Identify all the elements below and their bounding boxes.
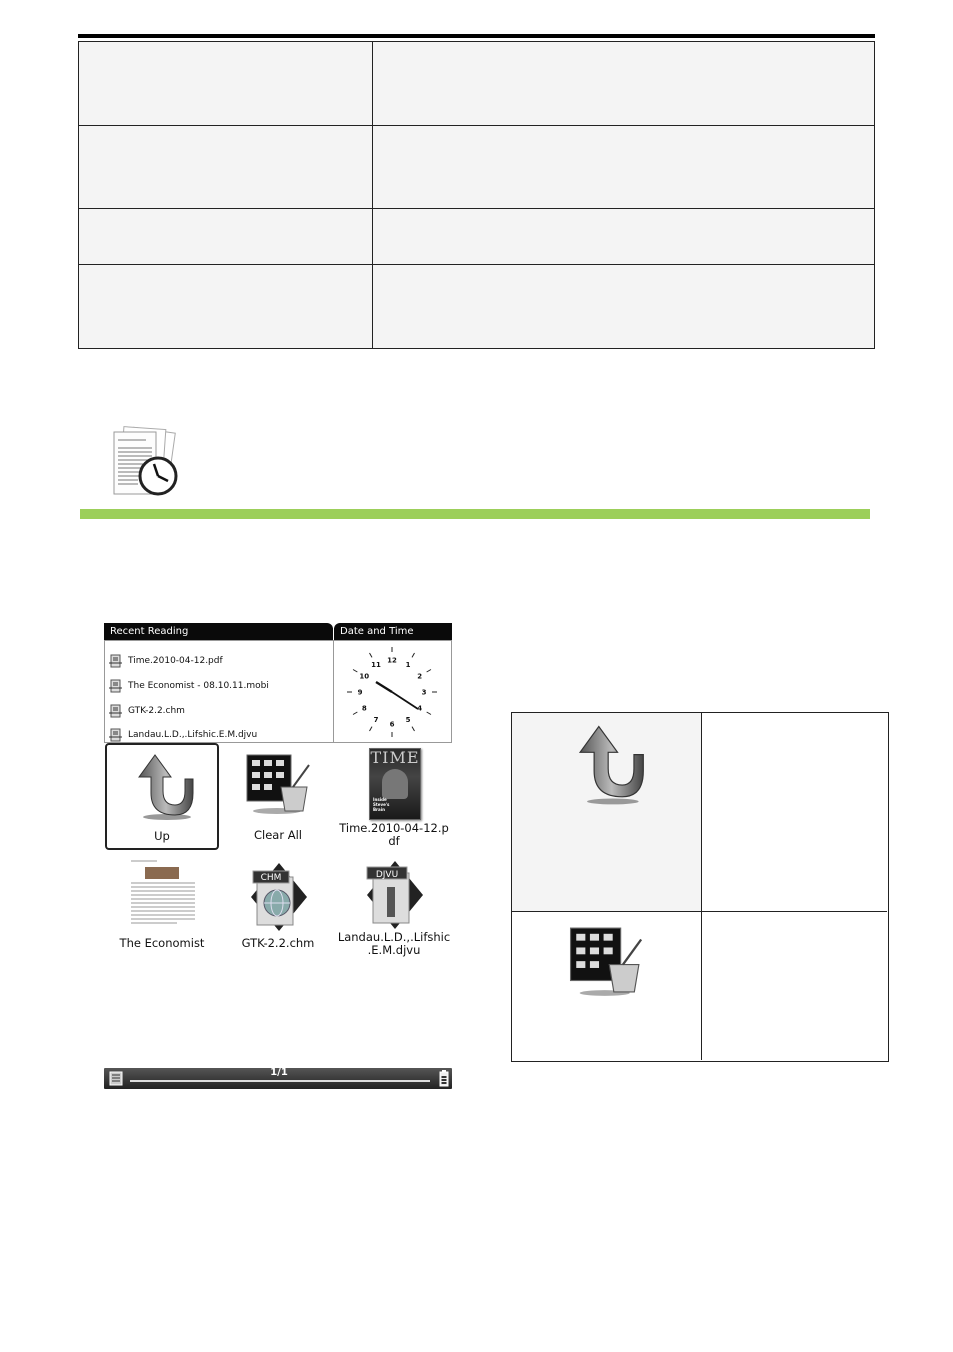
tile-landau-djvu[interactable]	[337, 855, 451, 955]
tile-gtk-chm[interactable]	[221, 855, 335, 955]
clock-tick	[353, 712, 357, 715]
clock-number: 3	[421, 688, 427, 697]
djvu-badge: DJVU	[375, 870, 399, 880]
clock-tick	[353, 670, 357, 673]
tile-economist[interactable]	[105, 855, 219, 955]
recent-item-label: Time.2010-04-12.pdf	[128, 656, 223, 666]
time-magazine-cover	[369, 748, 421, 820]
table-cell	[373, 265, 875, 349]
clock-number: 7	[373, 716, 379, 725]
economist-document-thumbnail	[127, 857, 199, 929]
recent-item[interactable]	[109, 676, 269, 696]
table-cell	[702, 912, 887, 1060]
tile-up[interactable]	[105, 743, 219, 850]
clock-number: 1	[405, 660, 411, 669]
book-file-icon	[109, 654, 123, 668]
clock-number: 10	[359, 672, 370, 681]
upper-table	[78, 41, 875, 349]
recent-reading-header: Recent Reading	[104, 623, 333, 640]
top-rule	[78, 34, 875, 38]
table-cell	[373, 42, 875, 126]
up-arrow-icon	[127, 751, 197, 823]
clock-tick	[370, 653, 373, 657]
table-cell	[79, 126, 373, 209]
clock-number: 8	[361, 704, 367, 713]
table-cell	[79, 209, 373, 265]
tile-label: The Economist	[119, 936, 205, 950]
clock-number: 9	[357, 688, 363, 697]
table-cell	[512, 912, 702, 1060]
recent-item-label: GTK-2.2.chm	[128, 706, 185, 716]
clock-minute-hand	[392, 692, 418, 709]
tile-label: Landau.L.D.,.Lifshic .E.M.djvu	[337, 930, 451, 957]
clear-all-icon	[566, 920, 648, 1000]
tile-label: Time.2010-04-12.p df	[339, 821, 449, 848]
up-arrow-icon	[566, 719, 648, 809]
tile-label: GTK-2.2.chm	[241, 936, 315, 950]
table-cell	[373, 126, 875, 209]
recent-item[interactable]	[109, 701, 185, 721]
clear-all-icon	[243, 751, 315, 815]
recent-item-label: Landau.L.D.,.Lifshic.E.M.djvu	[128, 730, 258, 740]
clock-number: 5	[405, 716, 411, 725]
clock-number: 6	[389, 720, 395, 729]
recent-reading-panel	[104, 640, 334, 743]
date-time-panel	[333, 640, 452, 743]
clock-number: 2	[417, 672, 423, 681]
history-documents-icon	[108, 426, 180, 500]
device-screen	[104, 623, 452, 1089]
clock-tick	[412, 727, 415, 731]
tile-time-pdf[interactable]	[337, 743, 451, 850]
clock-number: 12	[387, 656, 397, 665]
date-time-header: Date and Time	[334, 623, 452, 640]
recent-item[interactable]	[109, 651, 223, 671]
clock-number: 4	[417, 704, 423, 713]
table-cell	[79, 42, 373, 126]
menu-icon[interactable]	[109, 1071, 123, 1086]
clock-tick	[370, 727, 373, 731]
clock-tick	[427, 670, 431, 673]
book-file-icon	[109, 728, 123, 742]
clock-tick	[427, 712, 431, 715]
cover-headline: Inside Steve's Brain	[373, 797, 390, 812]
recent-item-label: The Economist - 08.10.11.mobi	[128, 681, 269, 691]
clock-tick	[412, 653, 415, 657]
tile-clear-all[interactable]	[221, 743, 335, 850]
cover-masthead: TIME	[370, 748, 420, 767]
icon-description-table	[511, 712, 889, 1062]
clock-number: 11	[371, 660, 381, 669]
section-divider	[80, 509, 870, 519]
status-bar	[104, 1068, 452, 1089]
recent-item[interactable]	[109, 725, 257, 745]
table-cell	[702, 713, 887, 912]
chm-badge: CHM	[260, 873, 282, 883]
tile-label: Up	[154, 829, 170, 843]
table-cell	[373, 209, 875, 265]
table-cell	[79, 265, 373, 349]
book-file-icon	[109, 679, 123, 693]
clock-hour-hand	[376, 682, 392, 692]
analog-clock	[334, 641, 451, 742]
book-file-icon	[109, 704, 123, 718]
page-progress-bar[interactable]	[130, 1080, 430, 1082]
page-indicator: 1/1	[270, 1067, 288, 1078]
table-cell	[512, 713, 702, 912]
battery-icon	[439, 1070, 449, 1087]
tile-label: Clear All	[254, 828, 302, 842]
